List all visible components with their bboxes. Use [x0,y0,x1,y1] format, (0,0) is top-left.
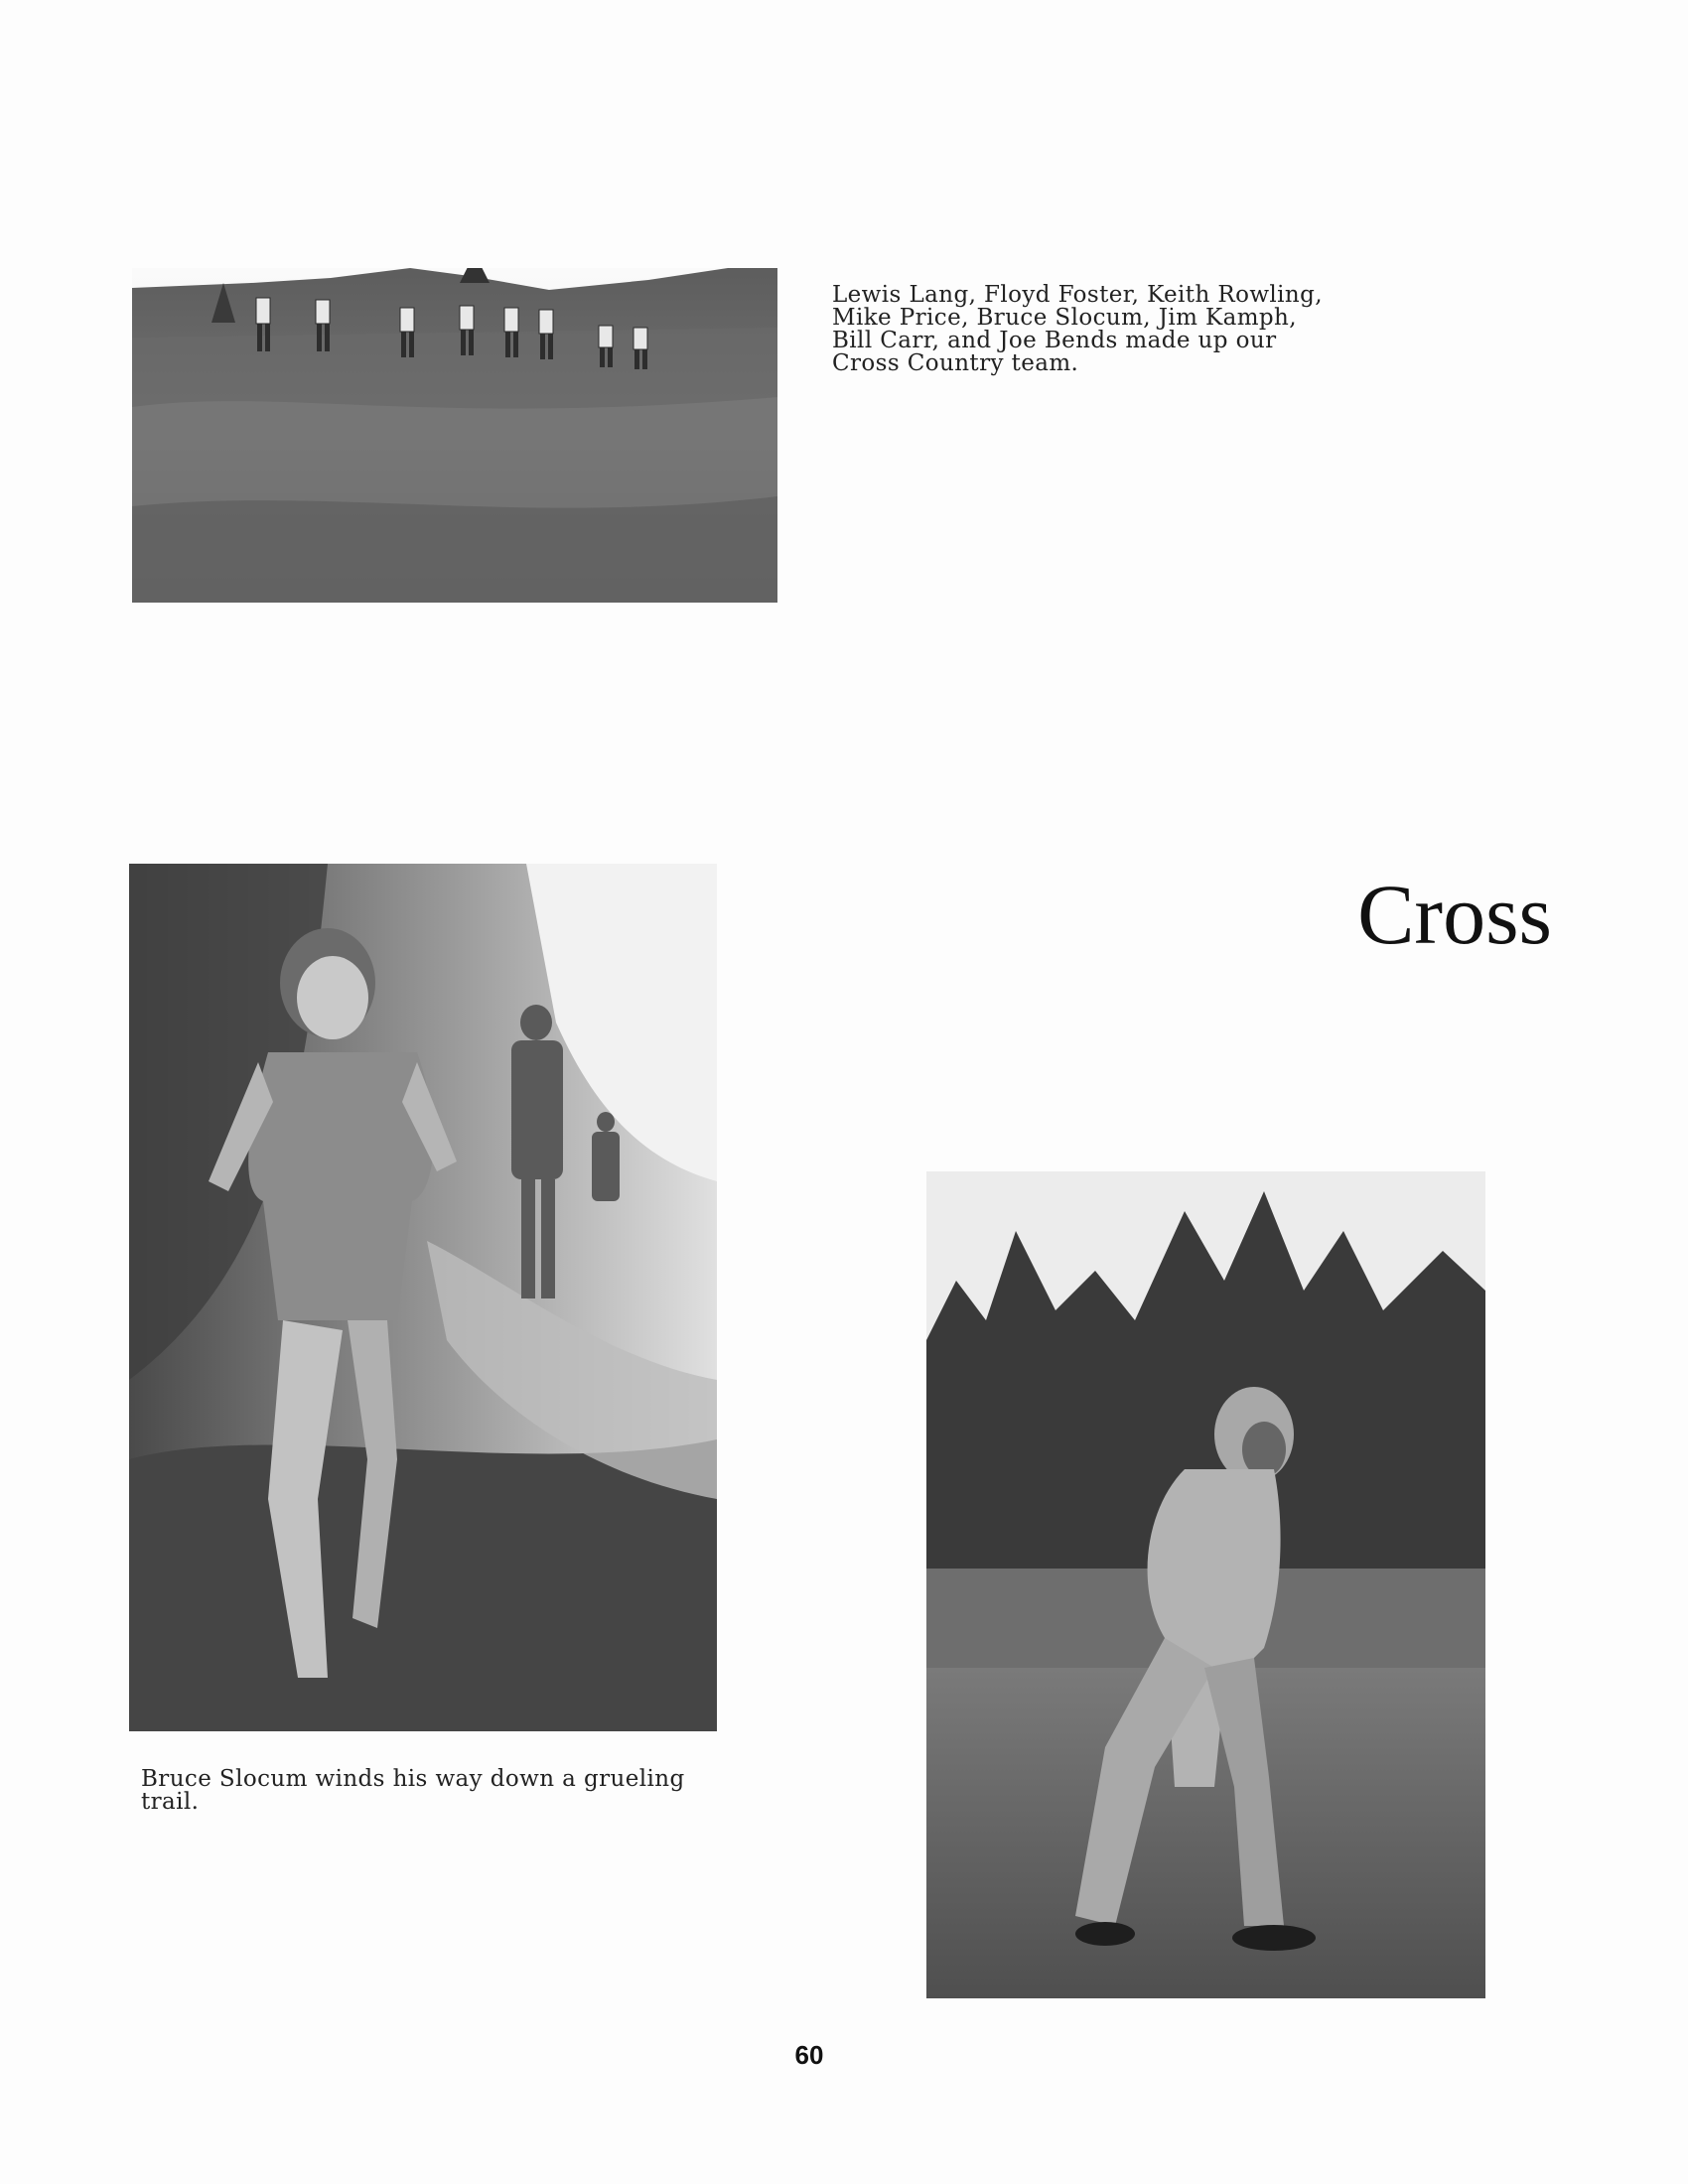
hooded-runner-walking-photo [926,1171,1485,1998]
trail-caption-line: trail. [141,1789,200,1815]
trail-caption-line: Bruce Slocum winds his way down a grueling [141,1766,685,1792]
team-caption-line: Mike Price, Bruce Slocum, Jim Kamph, [832,305,1297,331]
page-number: 60 [794,2040,824,2070]
trail-caption [141,1768,717,1814]
cross-country-team-photo [132,268,777,603]
runner-on-trail-photo [129,864,717,1731]
team-caption-line: Lewis Lang, Floyd Foster, Keith Rowling, [832,282,1323,308]
team-caption [832,284,1368,375]
section-title: Cross [1357,867,1552,962]
team-caption-line: Bill Carr, and Joe Bends made up our [832,328,1277,353]
team-caption-line: Cross Country team. [832,350,1079,376]
